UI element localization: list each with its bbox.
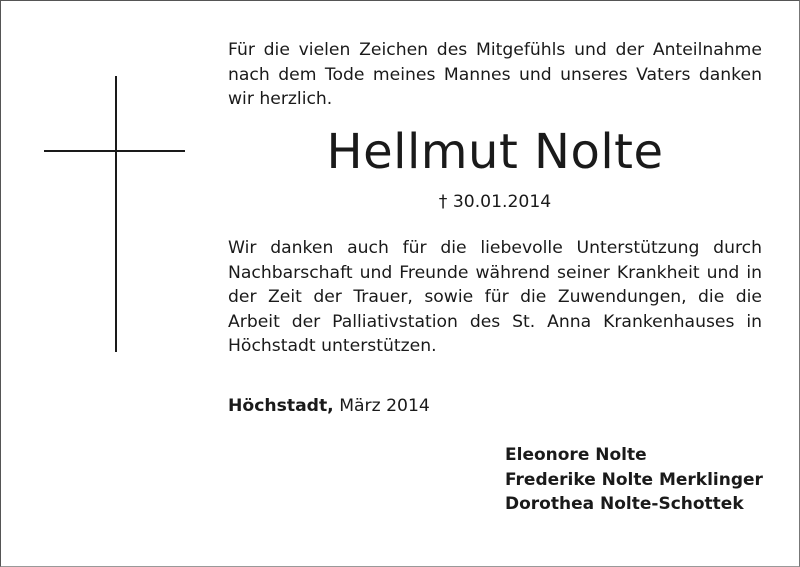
cross-horizontal-bar [44, 150, 185, 152]
signer-name: Frederike Nolte Merklinger [505, 469, 763, 490]
deceased-name: Hellmut Nolte [326, 124, 664, 180]
thanks-paragraph: Wir danken auch für die liebevolle Unterstützung durch Nachbarschaft und Freunde während seiner Krankheit und in der Zeit der Trauer, sowie für die Zuwendungen, die die Arbeit der Palliativstation des St. Anna Krankenhauses in Höchstadt unterstützen. [228, 238, 762, 356]
intro-paragraph: Für die vielen Zeichen des Mitgefühls und der Anteilnahme nach dem Tode meines Mannes und unseres Vaters danken wir herzlich. [228, 40, 762, 109]
signer-name: Dorothea Nolte-Schottek [505, 494, 744, 514]
date: März 2014 [339, 396, 430, 416]
signer-name: Eleonore Nolte [505, 445, 647, 465]
death-date: † 30.01.2014 [438, 192, 552, 212]
place: Höchstadt, [228, 396, 334, 416]
place-date-line [228, 394, 430, 418]
cross-vertical-bar [115, 76, 117, 352]
signers-list [505, 443, 763, 517]
